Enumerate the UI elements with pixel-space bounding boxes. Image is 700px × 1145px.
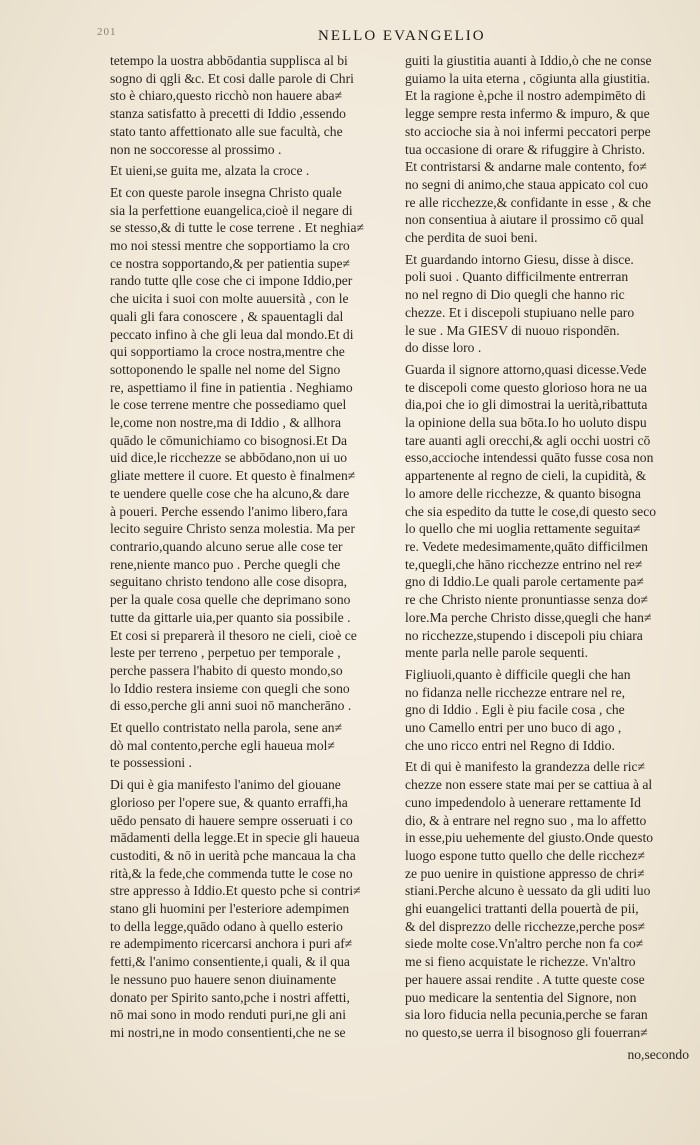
text-line: rene,niente manco puo . Perche quegli che [110, 556, 341, 572]
text-line: te uendere quelle cose che ha alcuno,& dare [110, 485, 350, 501]
text-line: in esse,piu uehemente del giusto.Onde questo [405, 830, 654, 846]
text-line: esso,accioche intendessi quāto fusse cosa non [405, 450, 654, 466]
text-line: Et di qui è manifesto la grandezza delle ric≠ [405, 759, 645, 775]
text-line: sottoponendo le spalle nel nome del Signo [110, 361, 341, 377]
text-line: to della legge,quādo odano à quello esterio [110, 918, 343, 934]
text-line: Et quello contristato nella parola, sene an≠ [110, 720, 343, 736]
text-line: fetti,& l'animo consentiente,i quali, & il qua [110, 954, 350, 970]
text-line: no segni di animo,che staua appicato col cuo [405, 176, 649, 192]
paragraph [405, 52, 697, 247]
text-line: appartenente al regno de cieli, la cupidità, & [405, 468, 647, 484]
paragraph [405, 666, 697, 755]
text-line: sia loro fiducia nella pecunia,perche se faran [405, 1007, 648, 1023]
text-line: peccato infino à che gli leua dal mondo.Et di [110, 326, 354, 342]
text-line: stato tanto affettionato alle sue facultà, che [110, 123, 343, 139]
text-line: puo medicare la sententia del Signore, non [405, 989, 637, 1005]
text-line: che uno ricco entri nel Regno di Iddio. [405, 737, 615, 753]
text-line: le cose terrene mentre che possediamo quel [110, 397, 347, 413]
text-line: uēdo pensato di hauere sempre osseruati i co [110, 812, 353, 828]
text-line: Et uieni,se guita me, alzata la croce . [110, 163, 310, 179]
text-line: stano gli huomini per l'esteriore adempimen [110, 901, 350, 917]
text-line: quali gli fara conoscere , & spauentagli dal [110, 308, 344, 324]
text-line: mi nostri,ne in modo consentienti,che ne se [110, 1024, 346, 1040]
text-line: lo amore delle ricchezze, & quanto bisogna [405, 485, 641, 501]
text-line: guiti la giustitia auanti à Iddio,ò che ne conse [405, 53, 652, 68]
text-line: à poueri. Perche essendo l'animo libero,fara [110, 503, 348, 519]
text-line: Figliuoli,quanto è difficile quegli che han [405, 666, 631, 682]
text-line: per hauere assai rendite . A tutte queste cose [405, 971, 645, 987]
text-line: Di qui è gia manifesto l'animo del giouane [110, 777, 341, 793]
text-line: dò mal contento,perche egli haueua mol≠ [110, 737, 335, 753]
text-line: te,quegli,che hāno ricchezze entrino nel re≠ [405, 556, 643, 572]
text-line: lo quello che mi uoglia rettamente seguita≠ [405, 521, 641, 537]
text-line: re adempimento ricercarsi anchora i puri af≠ [110, 936, 353, 952]
text-line: te discepoli come questo glorioso hora ne ua [405, 379, 647, 395]
text-line: seguitano christo tendono alle cose disopra, [110, 574, 348, 590]
text-line: chezze non essere state mai per se cattiua à al [405, 777, 653, 793]
text-line: stre appresso à Iddio.Et questo pche si contri≠ [110, 883, 361, 899]
text-line: no nel regno di Dio quegli che hanno ric [405, 287, 625, 303]
text-line: le sue . Ma GIESV di nuouo rispondēn. [405, 322, 620, 338]
text-line: legge sempre resta infermo & impuro, & que [405, 106, 650, 122]
folio-number: 201 [97, 26, 117, 38]
text-line: gliate mettere il cuore. Et questo è finalmen≠ [110, 468, 356, 484]
text-line: qui sopportiamo la croce nostra,mentre che [110, 344, 345, 360]
paragraph [110, 719, 402, 772]
text-line: glorioso per l'opere sue, & quanto erraffi,ha [110, 794, 348, 810]
paragraph [110, 162, 402, 180]
text-line: sogno di qgli &c. Et cosi dalle parole di Chri [110, 70, 354, 86]
text-line: non consentiua à aiutare il prossimo cō qual [405, 212, 644, 228]
text-line: cuno impedendolo à uenerare rettamente Id [405, 794, 641, 810]
text-line: uno Camello entri per uno buco di ago , [405, 720, 622, 736]
left-text-column [110, 52, 402, 1046]
text-line: me si fieno acquistate le richezze. Vn'altro [405, 954, 636, 970]
text-line: & del disprezzo delle ricchezze,perche pos≠ [405, 918, 645, 934]
text-line: nō mai sono in modo renduti puri,ne gli ani [110, 1007, 346, 1023]
text-line: te possessioni . [110, 755, 192, 771]
text-line: Et cosi si preparerà il thesoro ne cieli, cioè ce [110, 627, 357, 643]
text-line: tetempo la uostra abbōdantia supplisca al bi [110, 53, 348, 68]
text-line: tua occasione di orare & rifuggire à Christo. [405, 141, 646, 157]
text-line: custoditi, & nō in uerità pche mancaua la cha [110, 847, 356, 863]
text-line: mo noi stessi mentre che sopportiamo la cro [110, 238, 350, 254]
text-line: uid dice,le ricchezze se abbōdano,non ui uo [110, 450, 348, 466]
text-line: no ricchezze,stupendo i discepoli piu chiara [405, 627, 643, 643]
text-line: rando tutte qlle cose che ci impone Iddio,per [110, 273, 353, 289]
paragraph [110, 776, 402, 1042]
paragraph [110, 52, 402, 158]
text-line: guiamo la uita eterna , cōgiunta alla giustitia. [405, 70, 650, 86]
text-line: leste per terreno , perpetuo per temporale , [110, 645, 341, 661]
text-line: che sia espedito da tutte le cose,di questo seco [405, 503, 657, 519]
text-line: Guarda il signore attorno,quasi dicesse.Vede [405, 361, 647, 377]
text-line: se stesso,& di tutte le cose terrene . Et neghia≠ [110, 220, 364, 236]
text-line: tutte da gittarle uia,per quanto sia possibile . [110, 609, 351, 625]
text-line: che uicita i suoi con molte auuersità , con le [110, 291, 349, 307]
text-line: di esso,perche gli anni suoi nō mancherāno . [110, 698, 352, 714]
text-line: contrario,quando alcuno serue alle cose ter [110, 538, 343, 554]
text-line: le nessuno puo hauere senon diuinamente [110, 971, 337, 987]
running-head: NELLO EVANGELIO [318, 28, 486, 44]
text-line: sto è chiaro,questo ricchò non hauere aba≠ [110, 88, 343, 104]
text-line: tare auanti agli orecchi,& agli occhi uostri cō [405, 432, 651, 448]
text-line: no fidanza nelle ricchezze entrare nel re, [405, 684, 625, 700]
text-line: re che Christo niente pronuntiasse senza do≠ [405, 592, 649, 608]
text-line: per la quale cosa quelle che deprimano sono [110, 592, 351, 608]
text-line: stiani.Perche alcuno è uessato da gli uditi luo [405, 883, 651, 899]
text-line: ce nostra sopportando,& per patientia supe≠ [110, 255, 350, 271]
text-line: do disse loro . [405, 340, 482, 356]
text-line: la opinione della sua bōta.Io ho uoluto dispu [405, 415, 647, 431]
text-line: ghi euangelici trattanti della pouertà de pii, [405, 901, 639, 917]
text-line: quādo le cōmunichiamo co bisognosi.Et Da [110, 432, 348, 448]
text-line: siede molte cose.Vn'altro perche non fa co≠ [405, 936, 644, 952]
text-line: le,come non nostre,ma di Iddio , & allhora [110, 415, 342, 431]
text-line: non ne soccoresse al prossimo . [110, 141, 282, 157]
text-line: dio, & à entrare nel regno suo , ma lo affetto [405, 812, 647, 828]
text-line: lecito seguire Christo senza molestia. Ma per [110, 521, 355, 537]
text-line: re. Vedete medesimamente,quāto difficilmen [405, 538, 648, 554]
text-line: Et guardando intorno Giesu, disse à disce. [405, 251, 634, 267]
text-line: sia la perfettione euangelica,cioè il negare di [110, 202, 353, 218]
paragraph [405, 251, 697, 357]
text-line: che perdita de suoi beni. [405, 230, 538, 246]
paragraph [405, 361, 697, 662]
text-line: mente parla nelle parole sequenti. [405, 645, 589, 661]
text-line: ze puo uenire in quistione appresso de chri≠ [405, 865, 645, 881]
text-line: rità,& la fede,che commenda tutte le cose no [110, 865, 353, 881]
right-text-column [405, 52, 697, 1063]
text-line: donato per Spirito santo,pche i nostri affetti, [110, 989, 350, 1005]
text-line: lore.Ma perche Christo disse,quegli che han≠ [405, 609, 652, 625]
text-line: Et con queste parole insegna Christo quale [110, 184, 342, 200]
paragraph [110, 184, 402, 715]
text-line: mādamenti della legge.Et in specie gli haueua [110, 830, 360, 846]
text-line: no questo,se uerra il bisognoso gli fouerran≠ [405, 1024, 648, 1040]
text-line: gno di Iddio . Egli è piu facile cosa , che [405, 702, 625, 718]
text-line: Et contristarsi & andarne male contento, fo≠ [405, 159, 647, 175]
text-line: poli suoi . Quanto difficilmente entrerran [405, 269, 629, 285]
paragraph [405, 758, 697, 1041]
text-line: re, aspettiamo il fine in patientia . Neghiamo [110, 379, 353, 395]
text-line: gno di Iddio.Le quali parole certamente pa≠ [405, 574, 644, 590]
text-line: luogo espone tutto quello che delle ricchez≠ [405, 847, 645, 863]
text-line: perche passera l'habito di questo mondo,so [110, 662, 343, 678]
text-line: chezze. Et i discepoli stupiuano nelle paro [405, 304, 635, 320]
text-line: Et la ragione è,pche il nostro adempimēto di [405, 88, 646, 104]
text-line: sto accioche sia à noi infermi peccatori perpe [405, 123, 651, 139]
text-line: stanza satisfatto à precetti di Iddio ,essendo [110, 106, 346, 122]
text-line: dia,poi che io gli dimostrai la uerità,ribattuta [405, 397, 648, 413]
text-line: re alle ricchezze,& confidante in esse , & che [405, 194, 652, 210]
text-line: lo Iddio restera insieme con quegli che sono [110, 680, 350, 696]
catchword: no,secondo [627, 1046, 689, 1062]
